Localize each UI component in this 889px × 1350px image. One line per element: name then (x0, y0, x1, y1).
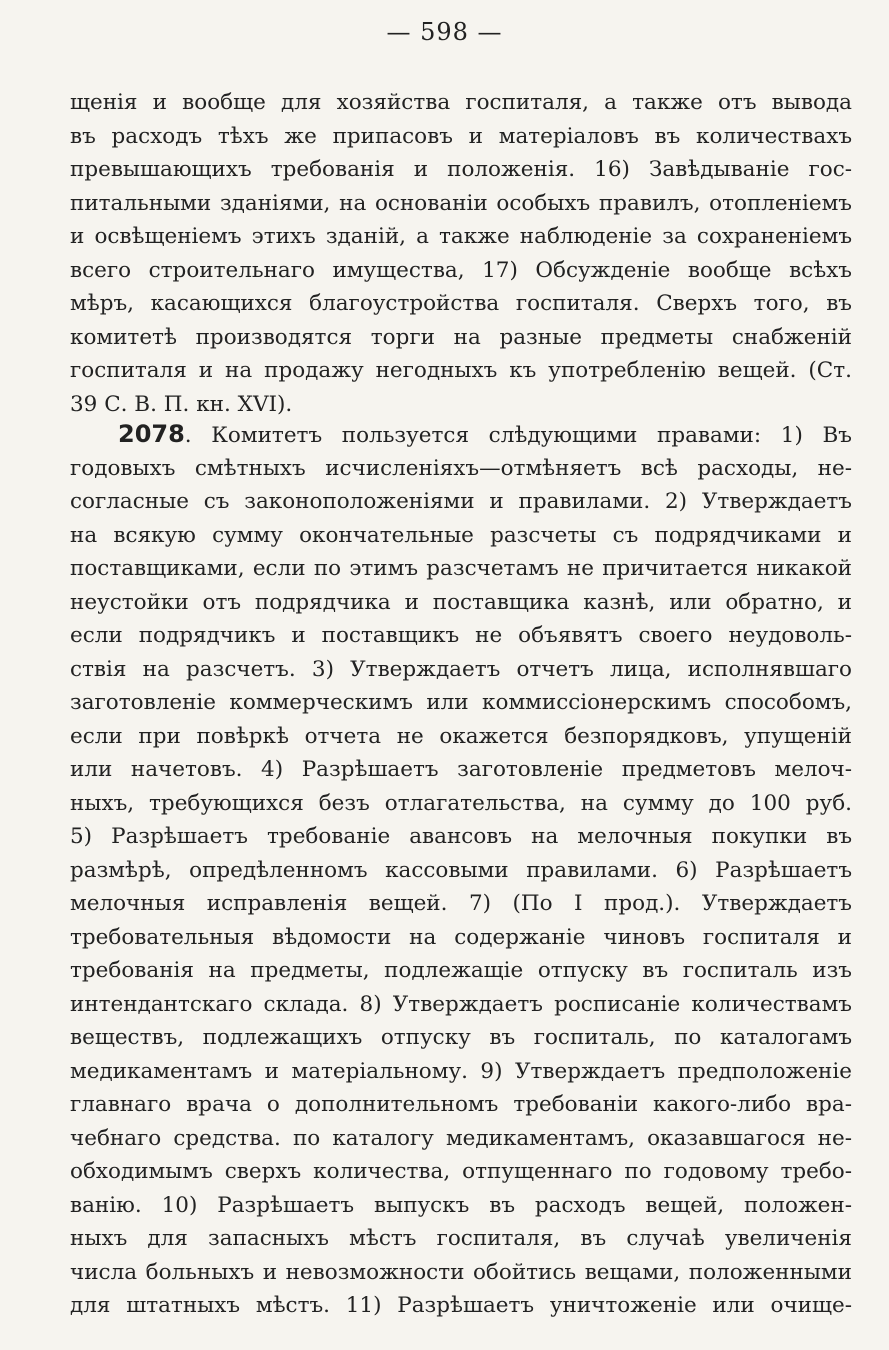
article-first-line-text: . Комитетъ пользуется слѣдующими правами: 1) Въ (184, 423, 852, 448)
text-line: веществъ, подлежащихъ отпуску въ госпиталь, по каталогамъ (70, 1025, 852, 1050)
text-line: обходимымъ сверхъ количества, отпущеннаго по годовому требо- (70, 1159, 852, 1184)
text-line: комитетѣ производятся торги на разные предметы снабженій (70, 324, 852, 350)
text-line: мѣръ, касающихся благоустройства госпиталя. Сверхъ того, въ (70, 291, 852, 316)
text-line: чебнаго средства. по каталогу медикаментамъ, оказавшагося не- (70, 1125, 852, 1151)
text-line: для штатныхъ мѣстъ. 11) Разрѣшаетъ уничтоженіе или очище- (70, 1293, 852, 1318)
text-line: согласные съ законоположеніями и правилами. 2) Утверждаетъ (70, 489, 852, 514)
text-line: заготовленіе коммерческимъ или коммиссіонерскимъ способомъ, (70, 690, 852, 715)
text-line: требовательныя вѣдомости на содержаніе чиновъ госпиталя и (70, 924, 852, 950)
text-line: и освѣщеніемъ этихъ зданій, а также наблюденіе за сохраненіемъ (70, 224, 852, 249)
text-line: или начетовъ. 4) Разрѣшаетъ заготовленіе предметовъ мелоч- (70, 757, 852, 782)
text-line: если подрядчикъ и поставщикъ не объявятъ своего неудоволь- (70, 623, 852, 648)
text-line: числа больныхъ и невозможности обойтись вещами, положенными (70, 1259, 852, 1285)
article-number: 2078 (118, 420, 185, 448)
text-line: госпиталя и на продажу негодныхъ къ употребленію вещей. (Ст. (70, 358, 852, 383)
paragraph-continuation (70, 86, 852, 421)
text-line: размѣрѣ, опредѣленномъ кассовыми правилами. 6) Разрѣшаетъ (70, 857, 852, 883)
page-number: — 598 — (386, 18, 503, 46)
text-line: если при повѣркѣ отчета не окажется безпорядковъ, упущеній (70, 723, 852, 749)
text-line: главнаго врача о дополнительномъ требованіи какого-либо вра- (70, 1092, 852, 1117)
text-line: на всякую сумму окончательные разсчеты съ подрядчиками и (70, 522, 852, 548)
text-line: питальными зданіями, на основаніи особыхъ правилъ, отопленіемъ (70, 190, 852, 216)
text-line: годовыхъ смѣтныхъ исчисленіяхъ—отмѣняетъ всѣ расходы, не- (70, 455, 852, 481)
text-line: превышающихъ требованія и положенія. 16) Завѣдываніе гос- (70, 157, 852, 182)
text-line: 5) Разрѣшаетъ требованіе авансовъ на мелочныя покупки въ (70, 824, 852, 849)
text-line: ныхъ, требующихся безъ отлагательства, на сумму до 100 руб. (70, 790, 852, 816)
text-line: щенія и вообще для хозяйства госпиталя, а также отъ вывода (70, 90, 852, 115)
text-line: поставщиками, если по этимъ разсчетамъ не причитается никакой (70, 556, 852, 581)
text-line: медикаментамъ и матеріальному. 9) Утверждаетъ предположеніе (70, 1058, 852, 1084)
text-line: ванію. 10) Разрѣшаетъ выпускъ въ расходъ вещей, положен- (70, 1192, 852, 1218)
text-line: требованія на предметы, подлежащіе отпуску въ госпиталь изъ (70, 958, 852, 983)
text-line: въ расходъ тѣхъ же припасовъ и матеріаловъ въ количествахъ (70, 123, 852, 149)
text-line: всего строительнаго имущества, 17) Обсужденіе вообще всѣхъ (70, 257, 852, 283)
text-line: интендантскаго склада. 8) Утверждаетъ росписаніе количествамъ (70, 991, 852, 1017)
text-line: мелочныя исправленія вещей. 7) (По I прод.). Утверждаетъ (70, 891, 852, 916)
text-line: 39 С. В. П. кн. XVI). (70, 391, 293, 417)
article-2078 (70, 418, 852, 1323)
text-line: ствія на разсчетъ. 3) Утверждаетъ отчетъ лица, исполнявшаго (70, 656, 852, 682)
article-first-line (70, 418, 852, 452)
text-line: неустойки отъ подрядчика и поставщика казнѣ, или обратно, и (70, 589, 852, 615)
text-line: ныхъ для запасныхъ мѣстъ госпиталя, въ случаѣ увеличенія (70, 1226, 852, 1251)
